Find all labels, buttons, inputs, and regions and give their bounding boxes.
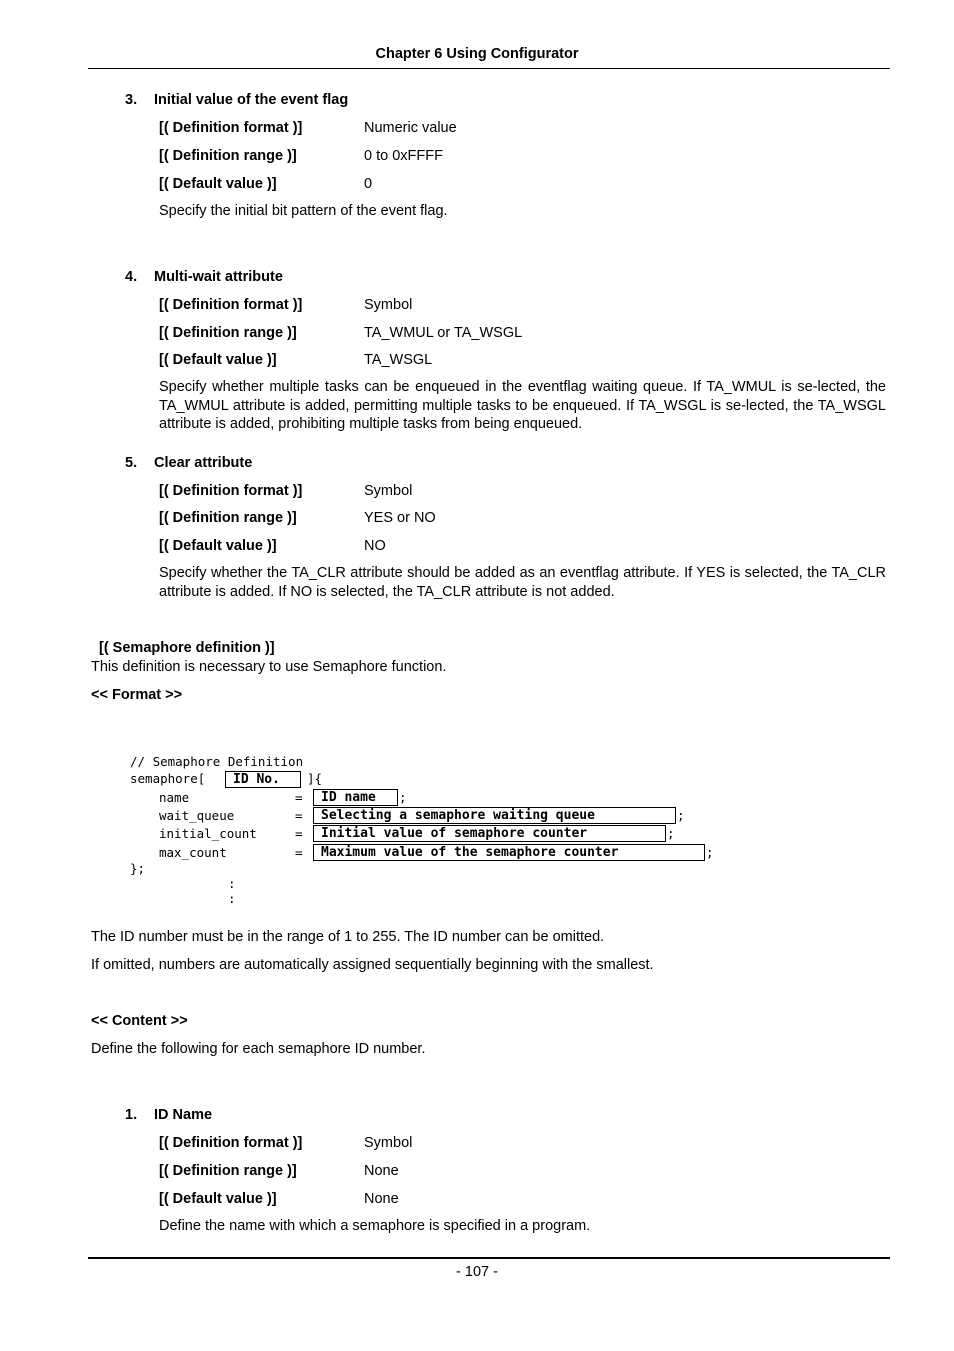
item-5-title: Clear attribute bbox=[154, 455, 253, 471]
initial-count-box: Initial value of semaphore counter bbox=[313, 825, 666, 842]
wait-queue-box: Selecting a semaphore waiting queue bbox=[313, 807, 676, 824]
item-1-title: ID Name bbox=[154, 1107, 213, 1123]
item-5-description: Specify whether the TA_CLR attribute should be added as an eventflag attribute. If YES is selected, the TA_CLR attribute is added. If NO is selected, the TA_CLR attribute is not added. bbox=[159, 565, 886, 600]
item-3-format-label: [( Definition format )] bbox=[159, 120, 303, 136]
item-5-number: 5. bbox=[125, 455, 138, 471]
item-1-description: Define the name with which a semaphore is specified in a program. bbox=[159, 1218, 591, 1234]
code-semaphore-open: semaphore[ bbox=[130, 771, 206, 786]
content-heading: << Content >> bbox=[91, 1013, 188, 1029]
item-3-number: 3. bbox=[125, 92, 138, 108]
item-4-default-label: [( Default value )] bbox=[159, 352, 277, 368]
item-4-range-label: [( Definition range )] bbox=[159, 325, 297, 341]
code-key-initial-count: initial_count bbox=[159, 826, 257, 841]
format-heading: << Format >> bbox=[91, 687, 183, 703]
code-semi: ; bbox=[677, 808, 685, 823]
item-3-title: Initial value of the event flag bbox=[154, 92, 349, 108]
item-1-range-value: None bbox=[364, 1163, 399, 1179]
item-3-range-value: 0 to 0xFFFF bbox=[364, 148, 443, 164]
item-5-format-label: [( Definition format )] bbox=[159, 483, 303, 499]
item-1-default-value: None bbox=[364, 1191, 399, 1207]
header-rule bbox=[88, 68, 890, 69]
item-1-number: 1. bbox=[125, 1107, 138, 1123]
item-4-number: 4. bbox=[125, 269, 138, 285]
item-3-default-label: [( Default value )] bbox=[159, 176, 277, 192]
item-4-format-value: Symbol bbox=[364, 297, 413, 313]
code-semaphore-open-end: ]{ bbox=[307, 771, 323, 786]
item-4-range-value: TA_WMUL or TA_WSGL bbox=[364, 325, 523, 341]
item-1-default-label: [( Default value )] bbox=[159, 1191, 277, 1207]
id-no-box: ID No. bbox=[225, 771, 301, 788]
code-continuation-colon: : bbox=[228, 876, 236, 891]
code-eq: = bbox=[295, 845, 303, 860]
footer-rule bbox=[88, 1257, 890, 1259]
semaphore-heading: [( Semaphore definition )] bbox=[99, 640, 275, 656]
item-3-default-value: 0 bbox=[364, 176, 373, 192]
code-semi: ; bbox=[706, 845, 714, 860]
item-3-description: Specify the initial bit pattern of the event flag. bbox=[159, 203, 448, 219]
id-range-note: The ID number must be in the range of 1 to 255. The ID number can be omitted. bbox=[91, 929, 605, 945]
code-key-wait-queue: wait_queue bbox=[159, 808, 235, 823]
page-number: - 107 - bbox=[456, 1264, 498, 1280]
code-continuation-colon: : bbox=[228, 891, 236, 906]
item-4-default-value: TA_WSGL bbox=[364, 352, 433, 368]
code-semi: ; bbox=[667, 826, 675, 841]
item-5-default-label: [( Default value )] bbox=[159, 538, 277, 554]
item-5-default-value: NO bbox=[364, 538, 386, 554]
code-key-name: name bbox=[159, 790, 190, 805]
max-count-box: Maximum value of the semaphore counter bbox=[313, 844, 705, 861]
id-omit-note: If omitted, numbers are automatically assigned sequentially beginning with the smallest. bbox=[91, 957, 654, 973]
chapter-header: Chapter 6 Using Configurator bbox=[375, 46, 579, 62]
item-4-format-label: [( Definition format )] bbox=[159, 297, 303, 313]
code-close: }; bbox=[130, 861, 146, 876]
code-comment: // Semaphore Definition bbox=[130, 754, 304, 769]
item-1-range-label: [( Definition range )] bbox=[159, 1163, 297, 1179]
item-1-format-label: [( Definition format )] bbox=[159, 1135, 303, 1151]
item-3-format-value: Numeric value bbox=[364, 120, 457, 136]
code-semi: ; bbox=[399, 790, 407, 805]
semaphore-intro: This definition is necessary to use Semaphore function. bbox=[91, 659, 447, 675]
item-5-range-label: [( Definition range )] bbox=[159, 510, 297, 526]
content-intro: Define the following for each semaphore ID number. bbox=[91, 1041, 426, 1057]
code-eq: = bbox=[295, 808, 303, 823]
item-4-title: Multi-wait attribute bbox=[154, 269, 283, 285]
code-eq: = bbox=[295, 826, 303, 841]
item-4-description: Specify whether multiple tasks can be enqueued in the eventflag waiting queue. If TA_WMUL is se-lected, the TA_WMUL attribute is added, permitting multiple tasks to be enqueued. If TA_WSGL is se-lected, the TA_WSGL attribute is added, prohibiting multiple tasks from being enqueued. bbox=[159, 379, 886, 432]
id-name-box: ID name bbox=[313, 789, 398, 806]
item-5-range-value: YES or NO bbox=[364, 510, 436, 526]
item-3-range-label: [( Definition range )] bbox=[159, 148, 297, 164]
code-eq: = bbox=[295, 790, 303, 805]
item-5-format-value: Symbol bbox=[364, 483, 413, 499]
item-1-format-value: Symbol bbox=[364, 1135, 413, 1151]
code-key-max-count: max_count bbox=[159, 845, 227, 860]
